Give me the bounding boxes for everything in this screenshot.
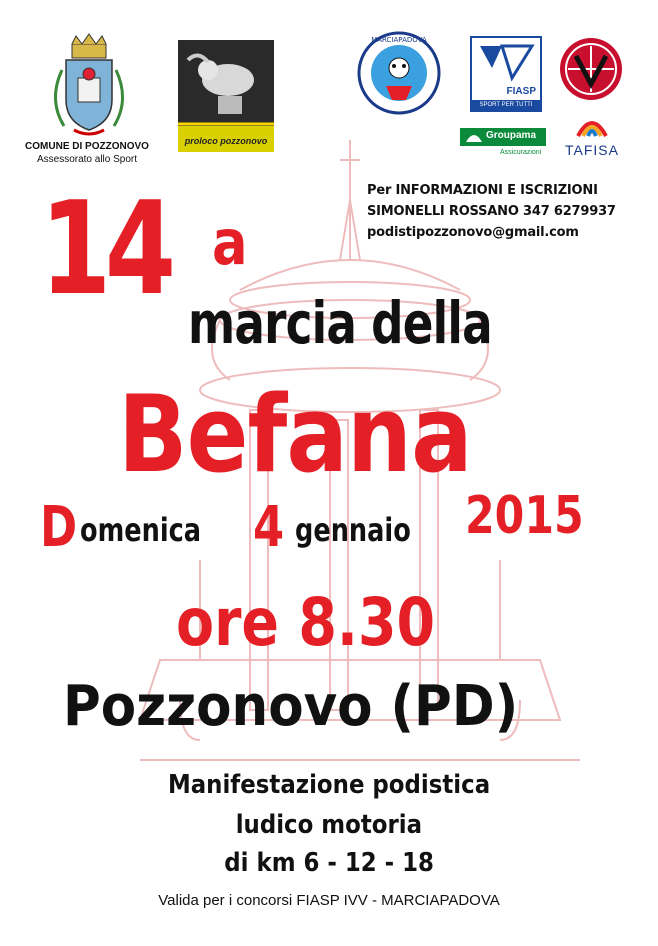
ivv-logo xyxy=(558,36,624,102)
marciapadova-logo xyxy=(356,30,442,116)
description-line3 xyxy=(0,846,658,880)
tafisa-logo xyxy=(556,110,628,162)
event-location: Pozzonovo (PD) xyxy=(63,674,519,739)
groupama-sub: Assicurazioni xyxy=(500,149,542,156)
info-heading: Per INFORMAZIONI E ISCRIZIONI xyxy=(367,183,598,198)
fiasp-tagline: SPORT PER TUTTI xyxy=(472,100,540,110)
edition-suffix: a xyxy=(212,206,248,279)
tafisa-sun-icon xyxy=(572,110,612,138)
marciapadova-label: MARCIAPADOVA xyxy=(371,36,427,44)
title-line1: marcia della xyxy=(188,289,492,357)
date-number: 4 xyxy=(253,495,285,560)
description-line2-text: ludico motoria xyxy=(235,810,423,840)
info-contact-name-phone: SIMONELLI ROSSANO 347 6279937 xyxy=(367,204,616,219)
description-line2 xyxy=(0,808,658,842)
groupama-name: Groupama xyxy=(486,130,537,141)
fiasp-emblem-icon xyxy=(472,38,540,88)
footer-validity-note: Valida per i concorsi FIASP IVV - MARCIAPADOVA xyxy=(158,892,500,909)
date-day-rest: omenica xyxy=(80,511,202,549)
comune-department: Assessorato allo Sport xyxy=(36,154,138,165)
description-line1 xyxy=(0,768,658,802)
edition-number: 14 xyxy=(40,175,170,324)
fiasp-logo xyxy=(470,36,542,112)
groupama-leaf-icon xyxy=(462,128,486,146)
date-year: 2015 xyxy=(465,486,584,546)
info-email: podistipozzonovo@gmail.com xyxy=(367,225,579,240)
proloco-label: proloco pozzonovo xyxy=(184,136,268,146)
date-day-initial: D xyxy=(40,495,78,560)
groupama-logo xyxy=(460,126,546,162)
comune-label xyxy=(22,140,152,166)
description-line3-text: di km 6 - 12 - 18 xyxy=(224,848,434,878)
title-befana: Befana xyxy=(118,373,472,496)
proloco-statue-image xyxy=(178,40,274,126)
proloco-logo xyxy=(178,40,274,152)
date-month: gennaio xyxy=(295,511,411,549)
fiasp-name: FIASP xyxy=(506,86,536,97)
comune-name: COMUNE DI POZZONOVO xyxy=(25,141,149,152)
comune-crest-logo xyxy=(44,30,134,140)
info-contact-block xyxy=(367,180,647,243)
event-time: ore 8.30 xyxy=(176,584,436,661)
description-line1-text: Manifestazione podistica xyxy=(167,770,491,800)
tafisa-name: TAFISA xyxy=(565,142,619,158)
